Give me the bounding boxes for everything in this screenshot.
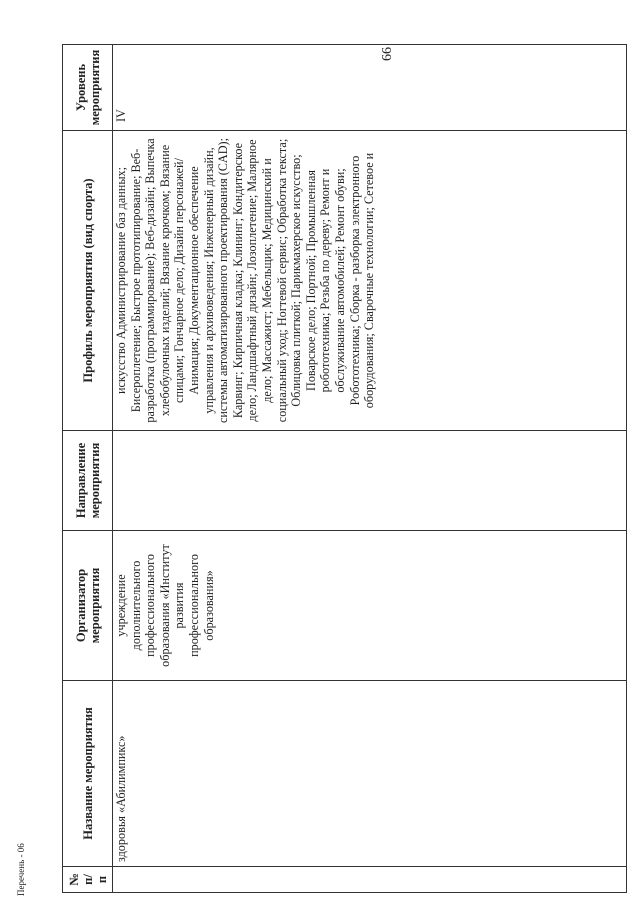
rotated-table-area	[62, 45, 627, 893]
header-profile: Профиль мероприятия (вид спорта)	[63, 131, 113, 431]
header-num: № п/п	[63, 867, 113, 893]
cell-direction	[113, 431, 627, 531]
cell-profile: искусство Администрирование баз данных; Бисероплетение; Быстрое прототипирование; Веб-разработка (программирование); Веб-дизайн; Выпечка хлебобулочных изделий; Вязание крючком; Вязание спицами; Гончарное дело; Дизайн персонажей/Анимация; Документационное обеспечение управления и архивоведения; Инженерный дизайн, системы автоматизированного проектирования (CAD); Карвинг; Кирпичная кладка; Клининг; Кондитерское дело; Ландшафтный дизайн; Лозоплетение; Малярное дело; Массажист; Мебельщик; Медицинский и социальный уход; Ногтевой сервис; Обработка текста; Облицовка плиткой; Парикмахерское искусство; Поварское дело; Портной; Промышленная робототехника; Резьба по дереву; Ремонт и обслуживание автомобилей; Ремонт обуви; Робототехника; Сборка - разборка электронного оборудования; Сварочные технологии; Сетевое и	[113, 131, 627, 431]
table-row	[113, 45, 627, 893]
footer-note: Перечень - 06	[16, 843, 26, 896]
header-organizer: Организатор мероприятия	[63, 531, 113, 681]
header-level: Уровень мероприятия	[63, 45, 113, 131]
header-name: Название мероприятия	[63, 681, 113, 867]
cell-level: IV	[113, 45, 627, 131]
table-header-row	[63, 45, 113, 893]
cell-organizer: учреждение дополнительного профессионального образования «Институт развития профессионального образования»	[113, 531, 627, 681]
events-table	[62, 44, 627, 893]
page-number: 66	[380, 47, 396, 61]
cell-num	[113, 867, 627, 893]
cell-name: здоровья «Абилимпикс»	[113, 681, 627, 867]
header-direction: Направление мероприятия	[63, 431, 113, 531]
